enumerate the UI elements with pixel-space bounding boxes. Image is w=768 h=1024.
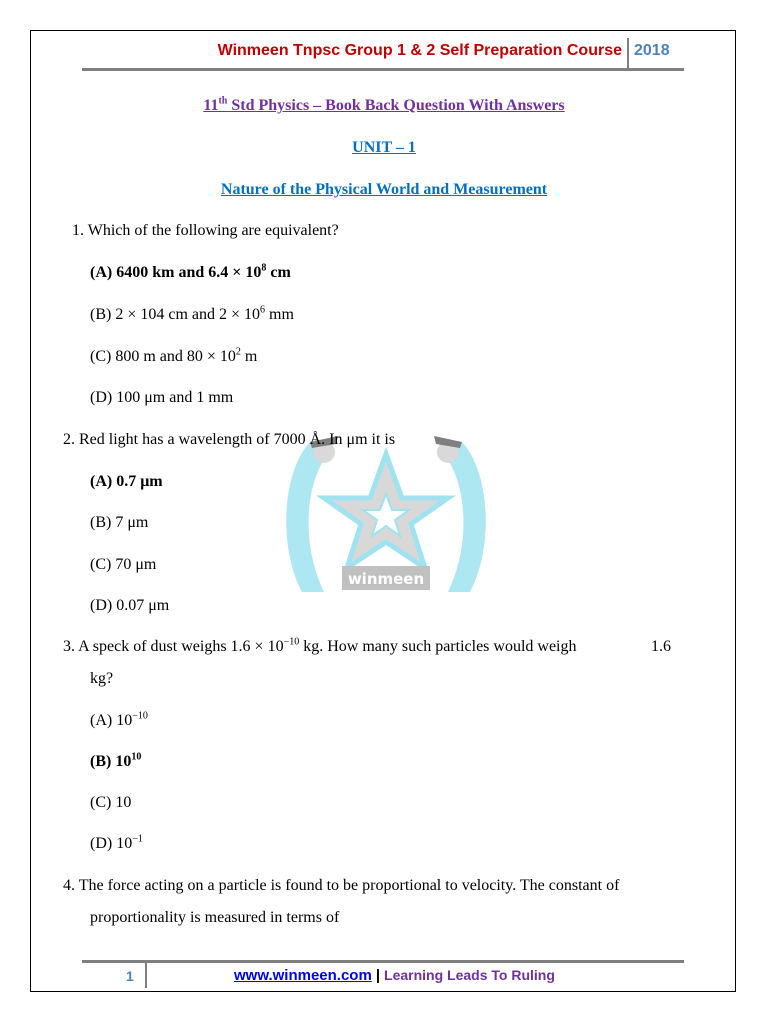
footer-rule (82, 960, 684, 963)
question-2-option-b: (B) 7 μm (90, 514, 149, 531)
footer-slogan: Learning Leads To Ruling (384, 967, 555, 983)
question-3-option-d: (D) $10^{-1}$ (90, 833, 143, 852)
question-1-option-c: (C) 800 m and $80 \times 10^2$ m (90, 346, 258, 365)
question-4-text-continued: proportionality is measured in terms of (90, 909, 340, 926)
question-3-text-continued: kg? (90, 670, 114, 687)
page-number: 1 (126, 968, 134, 984)
winmeen-logo-watermark (280, 432, 492, 598)
header-year: 2018 (634, 42, 670, 59)
question-1-option-d: (D) 100 μm and 1 mm (90, 389, 234, 406)
chapter-title: Nature of the Physical World and Measurement (220, 181, 548, 198)
question-3-option-b: (B) $10^{10}$ (90, 751, 142, 770)
question-2-option-d: (D) 0.07 μm (90, 597, 170, 614)
question-3-text: 3. A speck of dust weighs $1.6 \times 10^{-10}$ kg. How many such particles would weigh (63, 636, 577, 655)
question-3-option-a: (A) $10^{-10}$ (90, 710, 148, 729)
question-3-option-c: (C) 10 (90, 794, 132, 811)
question-2-option-c: (C) 70 μm (90, 556, 157, 573)
footer-website-link[interactable]: www.winmeen.com (234, 967, 372, 984)
unit-title: UNIT – 1 (352, 139, 416, 156)
footer-separator (145, 962, 147, 988)
question-3-value: 1.6 (651, 638, 671, 655)
question-1-option-a: (A) 6400 km and $6.4 \times 10^8$ cm (90, 262, 291, 281)
document-title: 11th Std Physics – Book Back Question With Answers (203, 95, 565, 114)
question-2-option-a: (A) 0.7 μm (90, 473, 163, 490)
footer-text (234, 967, 555, 984)
question-1-option-b: (B) 2 × 104 cm and $2 \times 10^6$ mm (90, 304, 294, 323)
header-title: Winmeen Tnpsc Group 1 & 2 Self Preparation Course (217, 42, 622, 59)
question-4-text: 4. The force acting on a particle is found to be proportional to velocity. The constant of (63, 877, 620, 894)
footer-divider: | (375, 967, 381, 984)
header-separator (627, 38, 629, 68)
watermark-brand: winmeen (347, 570, 425, 588)
question-2-text: 2. Red light has a wavelength of 7000 Å. In μm it is (63, 431, 396, 448)
question-1-text: 1. Which of the following are equivalent? (72, 222, 339, 239)
header-rule (82, 68, 684, 71)
